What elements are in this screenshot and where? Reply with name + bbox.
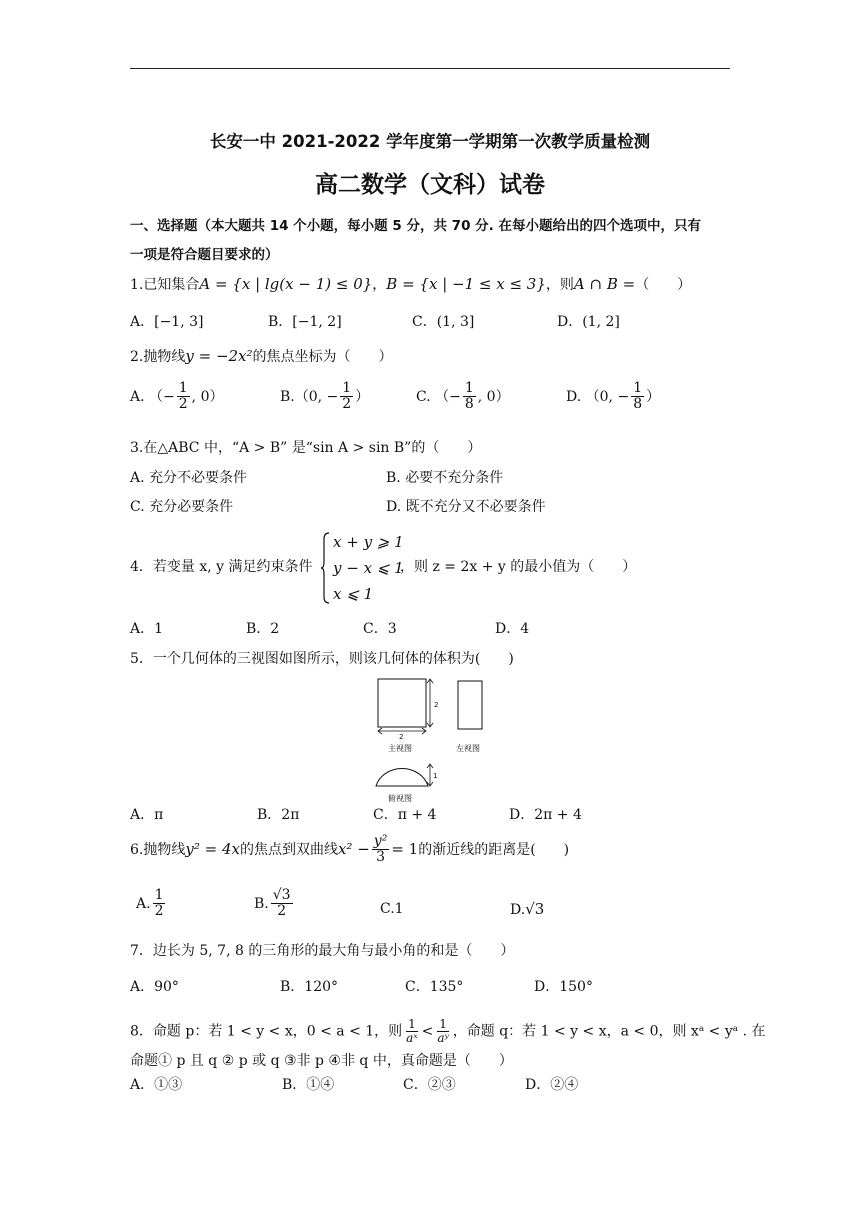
constraint-brace [320, 532, 330, 604]
question-1-option-d: D．(1, 2] [557, 314, 620, 330]
three-view-figure [370, 676, 495, 806]
section-heading-line1: 一、选择题（本大题共 14 个小题，每小题 5 分，共 70 分. 在每小题给出的四个选项中，只有 [130, 218, 701, 234]
constraint-1: x + y ⩾ 1 [333, 533, 404, 551]
front-view-label: 主视图 [388, 744, 412, 753]
question-4-stem-b: ，则 z = 2x + y 的最小值为（ ） [400, 559, 637, 575]
question-4-option-c: C．3 [363, 621, 397, 637]
exam-subtitle: 高二数学（文科）试卷 [315, 172, 545, 198]
dim-width-label: 2 [399, 733, 404, 741]
question-6-option-b: B. $\frac{√3}{2}$ [254, 887, 291, 920]
constraint-2: y − x ⩽ 1 [333, 559, 404, 577]
question-2-option-b: B.（0, − $\frac{1}{2}$ ） [280, 380, 370, 413]
question-3-option-c: C. 充分必要条件 [130, 499, 234, 515]
constraint-3: x ⩽ 1 [333, 585, 374, 603]
question-7-option-c: C．135° [405, 979, 464, 995]
question-2-option-d: D. （0, − $\frac{1}{8}$ ） [566, 380, 661, 413]
question-4-stem-a: 4．若变量 x, y 满足约束条件 [130, 559, 313, 575]
side-view-label: 左视图 [456, 744, 480, 753]
question-4-option-a: A．1 [130, 621, 164, 637]
question-6-stem: 6.抛物线y² = 4x的焦点到双曲线x² − $\frac{\text{y²}}{3}$ = 1的渐近线的距离是( ) [130, 833, 570, 866]
question-4-option-d: D．4 [495, 621, 530, 637]
question-8-option-b: B．①④ [282, 1077, 335, 1093]
question-5-option-d: D．2π + 4 [509, 807, 582, 823]
question-6-option-d: D.√3 [510, 900, 545, 918]
question-1-option-c: C．(1, 3] [412, 314, 475, 330]
front-view-rect [378, 679, 426, 727]
question-5-option-a: A．π [130, 807, 164, 823]
question-6-option-c: C.1 [380, 901, 404, 917]
header-rule [130, 68, 730, 69]
question-6-option-a: A. $\frac{1}{2}$ [136, 887, 164, 920]
question-7-stem: 7．边长为 5, 7, 8 的三角形的最大角与最小角的和是（ ） [130, 943, 515, 959]
question-3-stem: 3.在△ABC 中，“A > B” 是“sin A > sin B”的（ ） [130, 440, 482, 456]
question-5-option-c: C．π + 4 [373, 807, 437, 823]
question-7-option-d: D．150° [534, 979, 593, 995]
question-5-stem: 5．一个几何体的三视图如图所示，则该几何体的体积为( ) [130, 651, 514, 667]
question-1-stem: 1.已知集合A = {x | lg(x − 1) ≤ 0}，B = {x | −1 ≤ x ≤ 3}，则A ∩ B =（ ） [130, 275, 692, 293]
question-1-option-a: A．[−1, 3] [130, 314, 204, 330]
question-2-stem: 2.抛物线y = −2x²的焦点坐标为（ ） [130, 347, 393, 365]
exam-title: 长安一中 2021-2022 学年度第一学期第一次教学质量检测 [209, 132, 651, 151]
question-8-stem-line1: 8．命题 p：若 1 < y < x，0 < a < 1，则 $\frac{1}{\text{aˣ}}$ < $\frac{1}{\text{aʸ}}$ ，命题 q：若 1 < y < x，a < 0，则 xᵃ < yᵃ . 在 [130, 1017, 766, 1046]
dim-radius-label: 1 [433, 772, 438, 780]
question-3-option-a: A. 充分不必要条件 [130, 470, 248, 486]
dim-height-label: 2 [434, 701, 439, 709]
question-8-option-d: D．②④ [525, 1077, 579, 1093]
question-5-option-b: B．2π [257, 807, 300, 823]
top-view-semicircle [376, 768, 428, 786]
top-view-label: 俯视图 [388, 794, 412, 803]
question-3-option-d: D. 既不充分又不必要条件 [386, 499, 546, 515]
question-8-stem-line2: 命题① p 且 q ② p 或 q ③非 p ④非 q 中，真命题是（ ） [130, 1053, 513, 1069]
question-8-option-a: A．①③ [130, 1077, 183, 1093]
question-2-option-a: A. （− $\frac{1}{2}$ , 0） [130, 380, 224, 413]
side-view-rect [458, 681, 482, 729]
section-heading-line2: 一项是符合题目要求的） [130, 247, 279, 263]
question-3-option-b: B. 必要不充分条件 [386, 470, 504, 486]
question-7-option-b: B．120° [280, 979, 339, 995]
question-2-option-c: C. （− $\frac{1}{8}$ , 0） [416, 380, 510, 413]
question-4-option-b: B．2 [246, 621, 280, 637]
question-1-option-b: B．[−1, 2] [268, 314, 342, 330]
question-7-option-a: A．90° [130, 979, 179, 995]
question-8-option-c: C．②③ [403, 1077, 456, 1093]
